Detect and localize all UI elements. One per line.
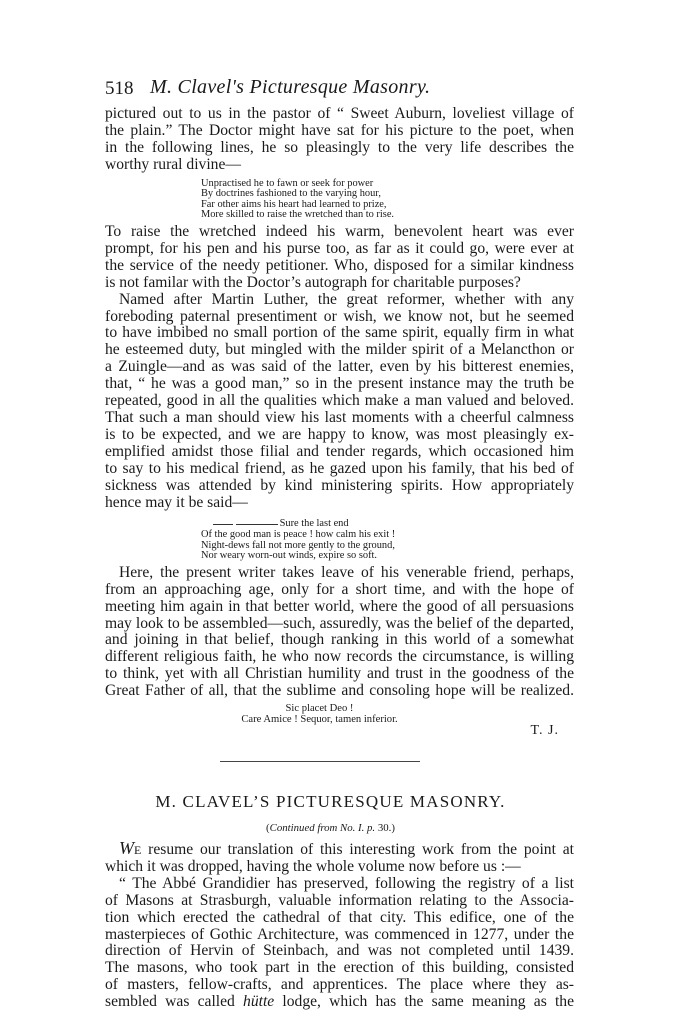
text-line: pictured out to us in the pastor of “ Sweet Auburn, loveliest village of — [105, 105, 574, 122]
text-line: That such a man should view his last moments with a cheerful calmness — [105, 408, 574, 426]
paragraph-resume-translation — [105, 840, 574, 876]
text-line: the service of the needy petitioner. Who, disposed for a similar kindness — [105, 256, 574, 274]
verse-quotation-1 — [201, 179, 574, 221]
text-line: direction of Hervin of Steinbach, and was not completed until 1439. — [105, 942, 574, 960]
text-line: tion which erected the cathedral of that city. This edifice, one of the — [105, 908, 574, 926]
verse-line: Nor weary worn-out winds, expire so soft. — [201, 550, 378, 562]
text-line: masterpieces of Gothic Architecture, was commenced in 1277, under the — [105, 925, 574, 943]
running-head — [105, 72, 574, 102]
paragraph-martin-luther — [105, 292, 574, 512]
verse-line: By doctrines fashioned to the varying hour, — [201, 188, 381, 200]
text-line: Here, the present writer takes leave of his venerable friend, perhaps, — [119, 563, 574, 581]
ellipsis-dash — [213, 524, 233, 525]
continued-text: Continued from No. I. p. — [269, 822, 378, 835]
verse-quotation-2 — [201, 519, 574, 561]
text-line: “ The Abbé Grandidier has preserved, following the registry of a list — [119, 874, 574, 892]
text-line: may look to be assembled—such, assuredly, was the belief of the departed, — [105, 614, 574, 632]
paragraph-abbe-grandidier — [105, 876, 574, 1011]
text-line: is not familar with the Doctor’s autograph for charitable purposes? — [105, 273, 521, 291]
verse-line: Unpractised he to fawn or seek for power — [201, 177, 374, 189]
text-line: meeting him again in that better world, where the good of all persuasions — [105, 597, 574, 615]
text-line: of Masons at Strasburgh, valuable information relating to the Associa- — [105, 891, 574, 909]
text-line: different religious faith, he who now records the circumstance, is willing — [105, 648, 574, 666]
text-line: which it was dropped, having the whole volume now before us :— — [105, 857, 521, 875]
foreign-term: hütte — [243, 993, 275, 1011]
text-line: Named after Martin Luther, the great reformer, whether with any — [119, 290, 574, 308]
text-line: repeated, good in all the qualities which make a man valued and beloved. — [105, 392, 574, 410]
continued-note: (Continued from No. I. p. 30.) — [266, 822, 395, 835]
text-line: sickness was attended by kind ministering spirits. How appropriately — [105, 476, 574, 494]
author-signature: T. J. — [530, 723, 559, 739]
text-line: worthy rural divine— — [105, 155, 241, 173]
paragraph-farewell — [105, 565, 574, 700]
paragraph-sweet-auburn — [105, 106, 574, 174]
page-number: 518 — [105, 78, 134, 99]
text-line: to think, yet with all Christian humility and trust in the goodness of the — [105, 665, 574, 683]
verse-line: Of the good man is peace ! how calm his exit ! — [201, 529, 396, 540]
text-line: the plain.” The Doctor might have sat for his picture to the poet, when — [105, 121, 574, 139]
latin-line: Sic placet Deo ! — [285, 703, 354, 715]
text-line: emplified amidst those filial and tender regards, which occasioned him — [105, 442, 574, 460]
text-line: a Zuingle—and as was said of the latter, even by his bitterest enemies, — [105, 358, 574, 376]
text-line: he esteemed duty, but mingled with the milder spirit of a Melancthon or — [105, 341, 574, 359]
section-divider — [220, 761, 420, 762]
latin-closing — [105, 703, 574, 725]
text-line: in the following lines, he so pleasingly to the very life describes the — [105, 138, 574, 156]
verse-line: Night-dews fall not more gently to the ground, — [201, 539, 395, 551]
text-line: to have imbibed no small portion of the same spirit, equally firm in what — [105, 324, 574, 342]
text-line: is to be expected, and we are happy to know, was most pleasingly ex- — [105, 425, 574, 443]
paragraph-benevolent-heart — [105, 224, 574, 292]
text-line: The masons, who took part in the erection of this building, consisted — [105, 959, 574, 977]
verse-line: Far other aims his heart had learned to prize, — [201, 198, 387, 210]
continued-page: 30. — [377, 822, 392, 835]
text-line: To raise the wretched indeed his warm, benevolent heart was ever — [105, 223, 574, 240]
text-line: and joining in that belief, though ranking in this world of a somewhat — [105, 631, 574, 649]
verse-line: More skilled to raise the wretched than to rise. — [201, 209, 395, 221]
text-line: prompt, for his pen and his purse too, as far as it could go, were ever at — [105, 239, 574, 257]
text-line: to say to his medical friend, as he gazed upon his family, that his bed of — [105, 459, 574, 477]
text-line: of masters, fellow-crafts, and apprentices. The place where they as- — [105, 976, 574, 994]
verse-line-text: Sure the last end — [279, 518, 349, 530]
text-line: from an approaching age, only for a short time, and with the hope of — [105, 580, 574, 598]
drop-initial: W — [119, 838, 134, 859]
article-title: M. CLAVEL’S PICTURESQUE MASONRY. — [155, 792, 506, 812]
running-title: M. Clavel's Picturesque Masonry. — [150, 76, 431, 98]
text-line: foreboding paternal presentiment or wish, we know not, but he seemed — [105, 307, 574, 325]
ellipsis-dash — [236, 524, 278, 525]
text-line: sembled was called hütte lodge, which has the same meaning as the — [105, 993, 575, 1011]
text-line: hence may it be said— — [105, 493, 248, 511]
book-page — [105, 72, 574, 1011]
latin-line: Care Amice ! Sequor, tamen inferior. — [241, 714, 398, 726]
text-line: Great Father of all, that the sublime and consoling hope will be realized. — [105, 682, 574, 700]
text-line: that, “ he was a good man,” so in the present instance may the truth be — [105, 375, 574, 393]
text-line: WE resume our translation of this interesting work from the point at — [119, 838, 574, 859]
small-cap: E — [134, 843, 142, 858]
